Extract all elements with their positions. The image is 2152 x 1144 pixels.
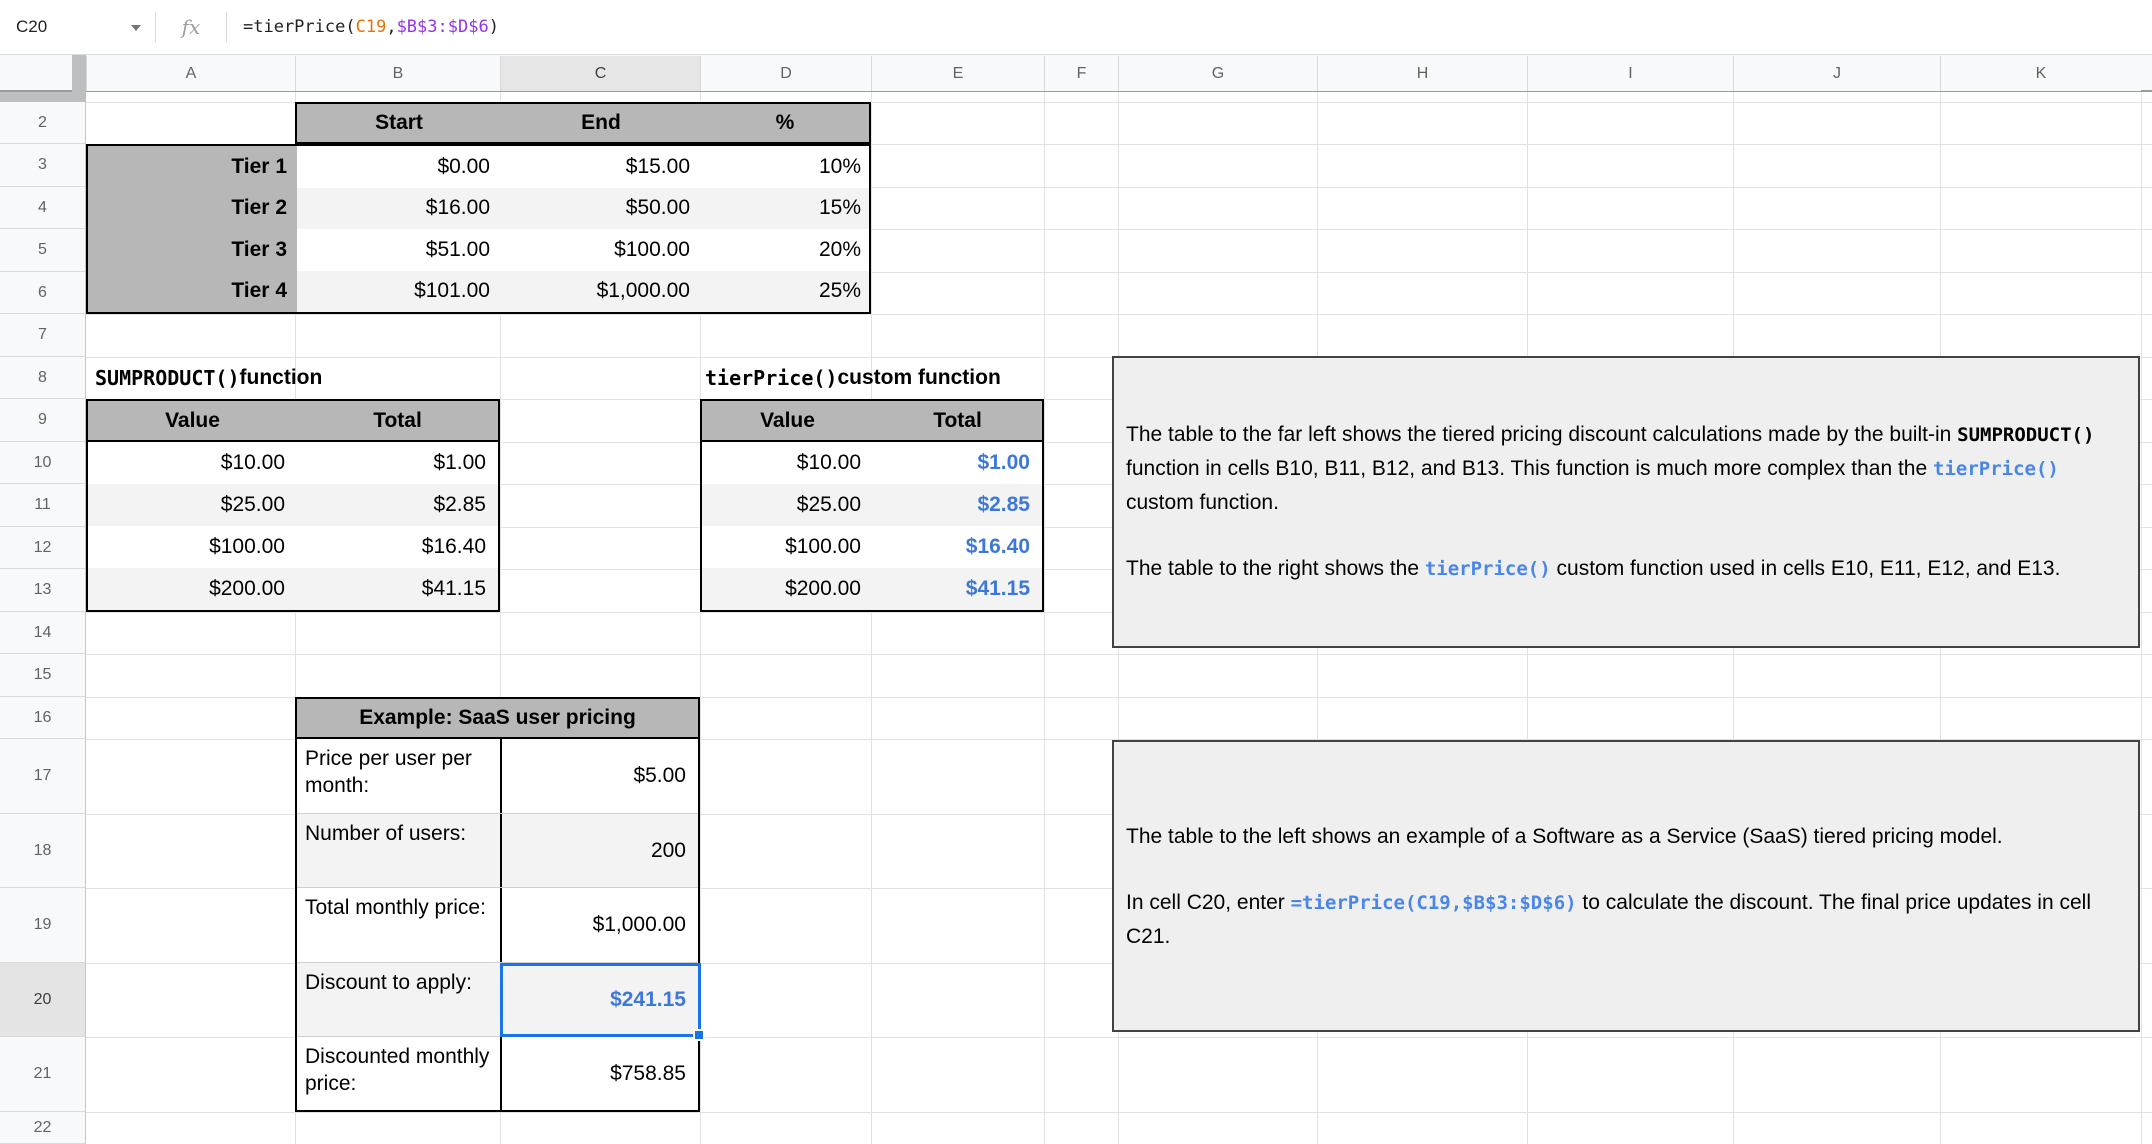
row-header-5[interactable]: 5 (0, 229, 86, 272)
cell-value[interactable]: $758.85 (610, 1061, 686, 1085)
text-run: In cell C20, enter (1126, 890, 1291, 914)
example-table-title[interactable]: Example: SaaS user pricing (297, 699, 698, 739)
frozen-pane-divider[interactable] (0, 92, 86, 102)
cell-header-end[interactable]: End (581, 111, 621, 134)
cell-value[interactable]: $25.00 (220, 493, 285, 516)
cell-total[interactable]: $2.85 (977, 493, 1030, 516)
column-header-G[interactable]: G (1118, 56, 1317, 91)
row-header-12[interactable]: 12 (0, 527, 86, 569)
cell-header-value[interactable]: Value (760, 408, 815, 432)
text-run: ) (488, 17, 499, 37)
cell-value[interactable]: $100.00 (209, 535, 285, 558)
row-header-17[interactable]: 17 (0, 739, 86, 814)
note-paragraph (1126, 886, 2116, 953)
text-run: =tierPrice( (243, 17, 356, 37)
code-run: $B$3:$D$6 (396, 17, 489, 37)
gridline (86, 314, 2152, 315)
cell-label[interactable]: Price per user per month: (297, 739, 502, 813)
cell-total[interactable]: $1.00 (977, 451, 1030, 474)
text-run: The table to the left shows an example of a Software as a Service (SaaS) tiered pricing model. (1126, 824, 2003, 848)
cell-total[interactable]: $16.40 (421, 535, 486, 558)
note-box-1[interactable] (1112, 356, 2140, 648)
cell-tier-percent[interactable]: 15% (702, 188, 869, 230)
divider (226, 12, 227, 42)
column-header-J[interactable]: J (1733, 56, 1940, 91)
cell-header-percent[interactable]: % (775, 111, 795, 134)
cell-tier-start[interactable]: $51.00 (297, 229, 502, 271)
row-header-11[interactable]: 11 (0, 484, 86, 527)
cell-value[interactable]: $200.00 (209, 577, 285, 600)
text-run: The table to the far left shows the tiered pricing discount calculations made by the built-in (1126, 423, 1958, 446)
cell-label[interactable]: Total monthly price: (297, 888, 502, 962)
column-header-I[interactable]: I (1527, 56, 1733, 91)
row-header-9[interactable]: 9 (0, 399, 86, 442)
row-header-4[interactable]: 4 (0, 187, 86, 229)
gridline (2141, 92, 2142, 1144)
cell-header-total[interactable]: Total (373, 408, 422, 432)
column-header-H[interactable]: H (1317, 56, 1527, 91)
gridline (1044, 92, 1045, 1144)
sumproduct-table (86, 399, 500, 612)
cell-tier-start[interactable]: $0.00 (297, 146, 502, 188)
cell-header-total[interactable]: Total (933, 408, 982, 432)
cell-tier-end[interactable]: $100.00 (502, 229, 702, 271)
code-run: SUMPRODUCT() (1957, 424, 2095, 446)
column-header-B[interactable]: B (295, 56, 500, 91)
cell-value[interactable]: $5.00 (633, 764, 686, 787)
cell-header-value[interactable]: Value (165, 408, 220, 432)
cell-value[interactable]: $10.00 (796, 451, 861, 474)
cell-tier-end[interactable]: $50.00 (502, 188, 702, 230)
cell-total[interactable]: $41.15 (421, 577, 486, 600)
column-header-K[interactable]: K (1940, 56, 2141, 91)
code-run: C19 (355, 17, 387, 37)
row-header-2[interactable]: 2 (0, 102, 86, 144)
column-header-E[interactable]: E (871, 56, 1044, 91)
cell-tier-end[interactable]: $15.00 (502, 146, 702, 188)
cell-tier-label[interactable]: Tier 2 (88, 188, 297, 230)
cell-tier-start[interactable]: $101.00 (297, 271, 502, 313)
note-paragraph (1126, 552, 2116, 586)
cell-tier-label[interactable]: Tier 1 (88, 146, 297, 188)
text-run: , (386, 17, 397, 37)
text-run: function in cells B10, B11, B12, and B13. This function is much more complex than the (1126, 457, 1934, 480)
row-header-21[interactable]: 21 (0, 1037, 86, 1112)
cell-total[interactable]: $2.85 (433, 493, 486, 516)
cell-value[interactable]: $1,000.00 (592, 913, 686, 936)
code-run: =tierPrice(C19,$B$3:$D$6) (1290, 891, 1577, 914)
row-header-10[interactable]: 10 (0, 442, 86, 484)
code-run: tierPrice() (1424, 558, 1551, 580)
cell-value[interactable]: 200 (650, 838, 686, 862)
column-header-A[interactable]: A (86, 56, 295, 91)
name-box[interactable] (0, 0, 155, 54)
row-header-8[interactable]: 8 (0, 357, 86, 399)
cell-total[interactable]: $16.40 (965, 535, 1030, 558)
note-box-2[interactable] (1112, 740, 2140, 1032)
cell-C20-selected[interactable]: $241.15 (610, 987, 686, 1011)
column-header-F[interactable]: F (1044, 56, 1118, 91)
text-run: to calculate the discount. The final price updates in cell C21. (1126, 890, 2091, 948)
cell-tier-percent[interactable]: 20% (702, 229, 869, 271)
cell-value[interactable]: $200.00 (785, 577, 861, 600)
name-box-dropdown-icon[interactable] (131, 25, 141, 31)
tier-table-header (295, 102, 871, 144)
fx-icon: fx (181, 15, 201, 39)
cell-value[interactable]: $25.00 (796, 493, 861, 516)
row-header-22[interactable]: 22 (0, 1112, 86, 1144)
tier-table (86, 144, 871, 314)
row-header-3[interactable]: 3 (0, 144, 86, 187)
example-table (295, 697, 700, 1112)
fill-handle[interactable] (693, 1029, 705, 1041)
row-header-16[interactable]: 16 (0, 697, 86, 739)
column-header-D[interactable]: D (700, 56, 871, 91)
formula-input[interactable] (243, 17, 499, 37)
gridline (871, 92, 872, 1144)
cell-reference: C20 (16, 17, 48, 36)
cell-value[interactable]: $10.00 (220, 451, 285, 474)
cell-label[interactable]: Number of users: (297, 814, 502, 887)
row-header-14[interactable]: 14 (0, 612, 86, 654)
row-header-6[interactable]: 6 (0, 272, 86, 314)
formula-bar (0, 0, 2152, 55)
row-header-20[interactable]: 20 (0, 963, 86, 1037)
row-header-13[interactable]: 13 (0, 569, 86, 612)
cell-header-start[interactable]: Start (375, 111, 423, 134)
cell-total[interactable]: $1.00 (433, 451, 486, 474)
cell-tier-label[interactable]: Tier 4 (88, 271, 297, 313)
gridline (86, 1112, 2152, 1113)
cell-label[interactable]: Discount to apply: (297, 963, 502, 1036)
cell-tier-percent[interactable]: 10% (702, 146, 869, 188)
row-header-15[interactable]: 15 (0, 654, 86, 697)
tierprice-title[interactable]: tierPrice() custom function (705, 366, 1001, 390)
note-paragraph (1126, 418, 2116, 519)
cell-tier-percent[interactable]: 25% (702, 271, 869, 313)
cell-label[interactable]: Discounted monthly price: (297, 1037, 502, 1110)
cell-tier-end[interactable]: $1,000.00 (502, 271, 702, 313)
cell-tier-start[interactable]: $16.00 (297, 188, 502, 230)
tierprice-table (700, 399, 1044, 612)
note-paragraph (1126, 820, 2116, 853)
row-header-18[interactable]: 18 (0, 814, 86, 888)
gridline (86, 654, 2152, 655)
text-run: custom function used in cells E10, E11, E12, and E13. (1550, 557, 2061, 580)
column-header-C[interactable]: C (500, 56, 700, 91)
code-run: tierPrice() (1933, 458, 2059, 480)
sumproduct-title[interactable]: SUMPRODUCT() function (95, 366, 323, 390)
row-header-19[interactable]: 19 (0, 888, 86, 963)
cell-tier-label[interactable]: Tier 3 (88, 229, 297, 271)
text-run: custom function. (1126, 491, 1279, 514)
cell-total[interactable]: $41.15 (965, 577, 1030, 600)
row-header-7[interactable]: 7 (0, 314, 86, 357)
cell-value[interactable]: $100.00 (785, 535, 861, 558)
text-run: The table to the right shows the (1126, 557, 1425, 580)
